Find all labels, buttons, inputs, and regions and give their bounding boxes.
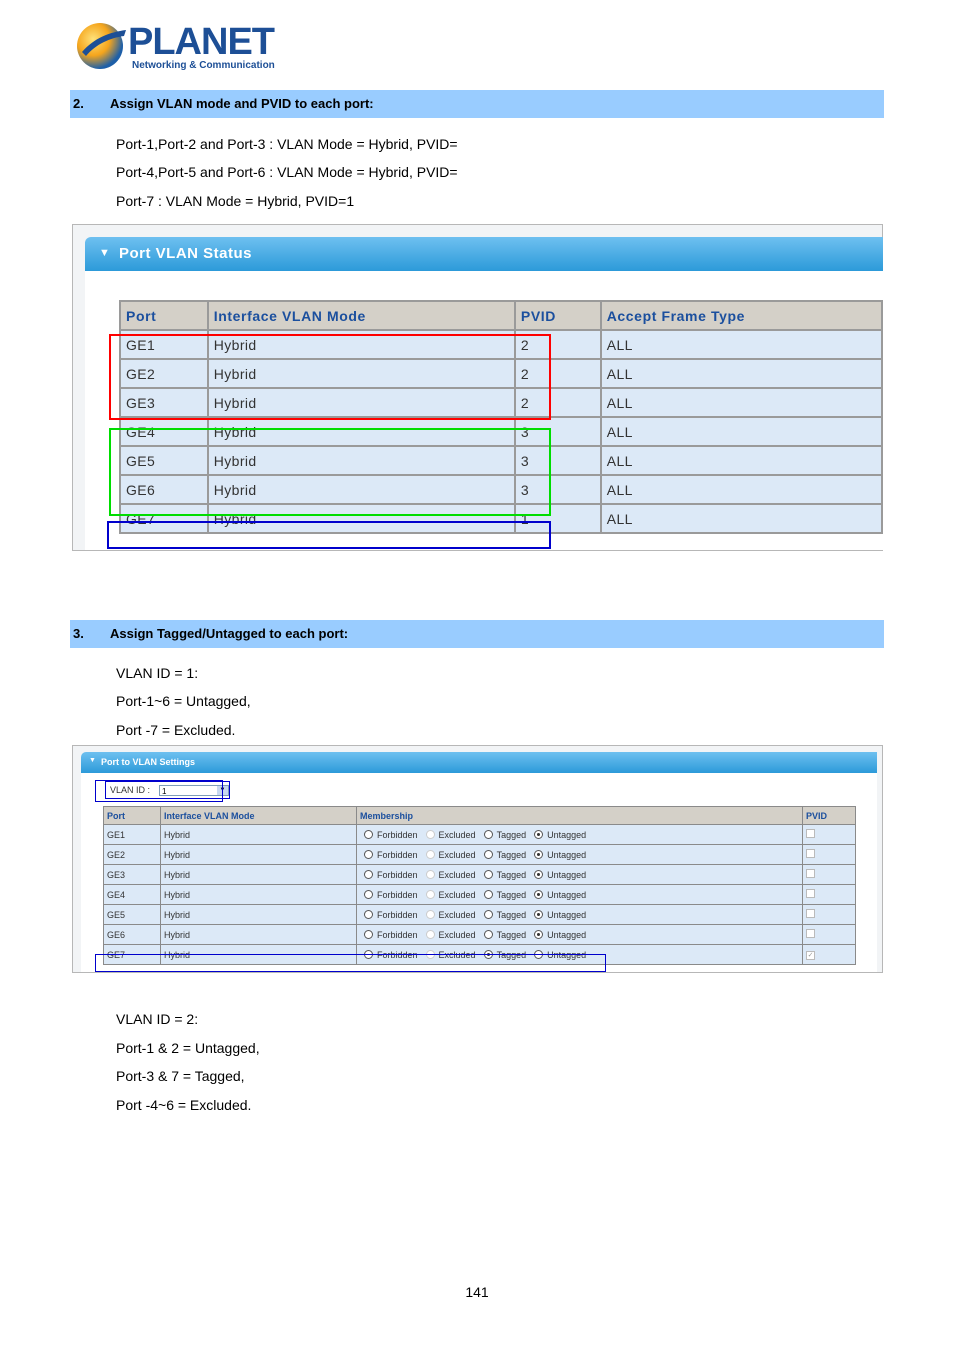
table-header-row: [104, 807, 856, 825]
port-cell: GE4: [104, 885, 161, 905]
column-header-mode: Interface VLAN Mode: [161, 807, 357, 825]
collapse-triangle-icon[interactable]: ▼: [99, 247, 110, 259]
highlight-box-ge7: [95, 954, 606, 972]
highlight-box-vlan-id: [95, 780, 223, 802]
pvid-checkbox[interactable]: [806, 889, 815, 898]
radio-label: Excluded: [438, 929, 476, 940]
pvid-checkbox[interactable]: [806, 929, 815, 938]
radio-label: Excluded: [438, 829, 476, 840]
mode-cell: Hybrid: [208, 504, 515, 533]
radio-untagged[interactable]: [534, 830, 543, 839]
collapse-triangle-icon[interactable]: ▼: [89, 757, 96, 764]
mode-cell: Hybrid: [208, 330, 515, 359]
table-header-row: [120, 301, 882, 330]
port-to-vlan-table: [103, 806, 856, 965]
radio-label: Untagged: [547, 869, 587, 880]
pvid-cell: [803, 885, 856, 905]
highlight-box-red: [109, 334, 551, 420]
radio-forbidden[interactable]: [364, 870, 373, 879]
radio-label: Tagged: [496, 929, 527, 940]
paragraph-line: Port-1 & 2 = Untagged,: [116, 1040, 260, 1056]
radio-untagged[interactable]: [534, 930, 543, 939]
paragraph-line: Port-3 & 7 = Tagged,: [116, 1068, 245, 1084]
frame-type-cell: ALL: [601, 417, 882, 446]
radio-tagged[interactable]: [484, 890, 493, 899]
pvid-cell: [803, 865, 856, 885]
table-row: [104, 925, 856, 945]
section-number: 2.: [73, 96, 84, 111]
radio-label: Excluded: [438, 949, 476, 960]
radio-tagged[interactable]: [484, 910, 493, 919]
radio-label: Excluded: [438, 909, 476, 920]
paragraph-line: VLAN ID = 1:: [116, 665, 199, 681]
column-header-pvid: PVID: [515, 301, 601, 330]
frame-type-cell: ALL: [601, 388, 882, 417]
section-title: Assign Tagged/Untagged to each port:: [110, 626, 349, 641]
radio-label: Forbidden: [377, 929, 418, 940]
panel-header[interactable]: [81, 752, 877, 773]
port-cell: GE5: [120, 446, 208, 475]
panel-title: Port to VLAN Settings: [101, 757, 195, 767]
table-row: [104, 885, 856, 905]
radio-label: Tagged: [496, 909, 527, 920]
pvid-cell: 1: [515, 504, 601, 533]
mode-cell: Hybrid: [208, 475, 515, 504]
logo-tagline: Networking & Communication: [132, 60, 275, 71]
mode-cell: Hybrid: [161, 925, 357, 945]
port-cell: GE2: [120, 359, 208, 388]
panel-header[interactable]: [85, 237, 883, 271]
highlight-box-blue: [107, 521, 551, 549]
radio-excluded[interactable]: [426, 850, 435, 859]
radio-label: Untagged: [547, 889, 587, 900]
pvid-cell: 2: [515, 388, 601, 417]
radio-label: Excluded: [438, 889, 476, 900]
mode-cell: Hybrid: [208, 359, 515, 388]
pvid-cell: 2: [515, 359, 601, 388]
pvid-cell: [803, 825, 856, 845]
table-row: [104, 865, 856, 885]
radio-label: Untagged: [547, 929, 587, 940]
radio-label: Forbidden: [377, 889, 418, 900]
vlan-id-value: 1: [162, 787, 167, 796]
highlight-box-green: [109, 428, 551, 516]
radio-label: Untagged: [547, 949, 587, 960]
radio-tagged[interactable]: [484, 930, 493, 939]
page-number: 141: [465, 1284, 489, 1300]
port-cell: GE7: [104, 945, 161, 965]
pvid-cell: 3: [515, 475, 601, 504]
port-cell: GE4: [120, 417, 208, 446]
mode-cell: Hybrid: [208, 417, 515, 446]
radio-label: Tagged: [496, 829, 527, 840]
planet-logo: [76, 18, 276, 74]
mode-cell: Hybrid: [161, 945, 357, 965]
membership-cell: [357, 845, 803, 865]
radio-label: Untagged: [547, 849, 587, 860]
port-cell: GE1: [120, 330, 208, 359]
mode-cell: Hybrid: [161, 885, 357, 905]
pvid-cell: [803, 845, 856, 865]
frame-type-cell: ALL: [601, 330, 882, 359]
radio-forbidden[interactable]: [364, 850, 373, 859]
radio-label: Forbidden: [377, 849, 418, 860]
radio-untagged[interactable]: [534, 910, 543, 919]
paragraph-line: Port -7 = Excluded.: [116, 722, 236, 738]
pvid-cell: [803, 905, 856, 925]
pvid-cell: [803, 925, 856, 945]
paragraph-line: VLAN ID = 2:: [116, 1011, 199, 1027]
column-header-port: Port: [104, 807, 161, 825]
radio-forbidden[interactable]: [364, 910, 373, 919]
port-cell: GE2: [104, 845, 161, 865]
radio-label: Tagged: [496, 889, 527, 900]
pvid-checkbox[interactable]: [806, 909, 815, 918]
radio-label: Forbidden: [377, 829, 418, 840]
column-header-mode: Interface VLAN Mode: [208, 301, 515, 330]
paragraph-line: Port -4~6 = Excluded.: [116, 1097, 252, 1113]
radio-label: Forbidden: [377, 909, 418, 920]
port-cell: GE5: [104, 905, 161, 925]
radio-untagged[interactable]: [534, 890, 543, 899]
membership-cell: [357, 905, 803, 925]
radio-label: Untagged: [547, 829, 587, 840]
table-row: [104, 905, 856, 925]
radio-excluded[interactable]: [426, 930, 435, 939]
mode-cell: Hybrid: [161, 865, 357, 885]
radio-tagged[interactable]: [484, 830, 493, 839]
radio-excluded[interactable]: [426, 830, 435, 839]
radio-label: Forbidden: [377, 869, 418, 880]
section-3-header: [70, 620, 884, 648]
radio-label: Tagged: [496, 849, 527, 860]
pvid-checkbox[interactable]: ✓: [807, 952, 814, 959]
frame-type-cell: ALL: [601, 359, 882, 388]
paragraph-line: Port-1,Port-2 and Port-3 : VLAN Mode = Hybrid, PVID=: [116, 136, 458, 152]
radio-label: Excluded: [438, 869, 476, 880]
membership-cell: [357, 925, 803, 945]
mode-cell: Hybrid: [161, 905, 357, 925]
column-header-port: Port: [120, 301, 208, 330]
radio-excluded[interactable]: [426, 890, 435, 899]
column-header-frame-type: Accept Frame Type: [601, 301, 882, 330]
membership-cell: [357, 865, 803, 885]
radio-label: Forbidden: [377, 949, 418, 960]
paragraph-line: Port-1~6 = Untagged,: [116, 693, 251, 709]
vlan-id-label: VLAN ID :: [110, 785, 151, 795]
mode-cell: Hybrid: [161, 845, 357, 865]
radio-excluded[interactable]: [426, 910, 435, 919]
radio-tagged[interactable]: [484, 850, 493, 859]
column-header-pvid: PVID: [803, 807, 856, 825]
membership-cell: [357, 885, 803, 905]
radio-forbidden[interactable]: [364, 830, 373, 839]
table-row: [104, 845, 856, 865]
radio-label: Tagged: [496, 949, 527, 960]
mode-cell: Hybrid: [208, 388, 515, 417]
panel-body: [81, 773, 877, 972]
pvid-cell: 3: [515, 417, 601, 446]
table-row: [104, 825, 856, 845]
radio-excluded[interactable]: [426, 870, 435, 879]
paragraph-line: Port-7 : VLAN Mode = Hybrid, PVID=1: [116, 193, 355, 209]
mode-cell: Hybrid: [208, 446, 515, 475]
chevron-down-icon[interactable]: ▼: [217, 786, 228, 795]
radio-untagged[interactable]: [534, 870, 543, 879]
frame-type-cell: ALL: [601, 446, 882, 475]
section-number: 3.: [73, 626, 84, 641]
pvid-cell: [803, 945, 856, 965]
globe-icon: [77, 23, 123, 69]
pvid-checkbox[interactable]: [806, 869, 815, 878]
port-cell: GE1: [104, 825, 161, 845]
radio-label: Excluded: [438, 849, 476, 860]
membership-cell: [357, 825, 803, 845]
port-cell: GE3: [104, 865, 161, 885]
pvid-cell: 3: [515, 446, 601, 475]
frame-type-cell: ALL: [601, 475, 882, 504]
radio-tagged[interactable]: [484, 870, 493, 879]
mode-cell: Hybrid: [161, 825, 357, 845]
radio-label: Untagged: [547, 909, 587, 920]
port-cell: GE7: [120, 504, 208, 533]
column-header-membership: Membership: [357, 807, 803, 825]
pvid-checkbox[interactable]: [806, 849, 815, 858]
radio-label: Tagged: [496, 869, 527, 880]
paragraph-line: Port-4,Port-5 and Port-6 : VLAN Mode = Hybrid, PVID=: [116, 164, 458, 180]
port-cell: GE6: [104, 925, 161, 945]
port-cell: GE3: [120, 388, 208, 417]
section-title: Assign VLAN mode and PVID to each port:: [110, 96, 374, 111]
frame-type-cell: ALL: [601, 504, 882, 533]
port-cell: GE6: [120, 475, 208, 504]
radio-forbidden[interactable]: [364, 890, 373, 899]
pvid-cell: 2: [515, 330, 601, 359]
panel-title: Port VLAN Status: [119, 245, 253, 262]
pvid-checkbox[interactable]: [806, 829, 815, 838]
section-2-header: [70, 90, 884, 118]
radio-untagged[interactable]: [534, 850, 543, 859]
logo-brand: PLANET: [128, 21, 274, 63]
radio-forbidden[interactable]: [364, 930, 373, 939]
